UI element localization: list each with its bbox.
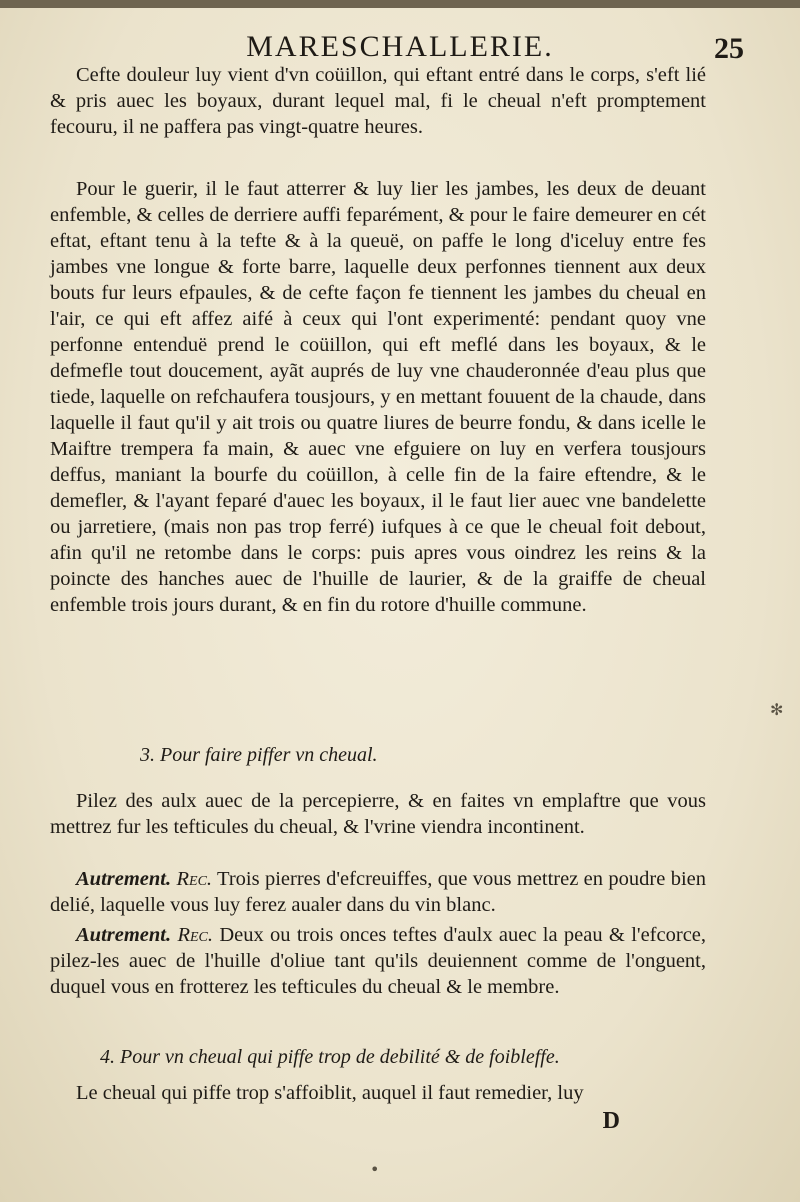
paragraph-text: Le cheual qui piffe trop s'affoiblit, auquel il faut remedier, luy [76,1082,584,1104]
ink-spot-icon: • [370,1160,380,1179]
paragraph-recipe-2 [50,866,706,918]
paragraph-text: Deux ou trois onces teftes d'aulx auec la peau & l'efcorce, pilez-les auec de l'huille d'oliue tant qu'ils deuiennent comme de l'onguent, duquel vous en frotterez les tefticules du cheual & le membre. [50,924,707,998]
paragraph-recipe-3 [50,922,706,1000]
paragraph-text: Cefte douleur luy vient d'vn coüillon, qui eftant entré dans le corps, s'eft lié & pris auec les boyaux, durant lequel mal, fi le cheual n'eft promptement fecouru, il ne paffera pas vingt-quatre heures. [50,64,706,138]
paragraph-text: Pilez des aulx auec de la percepierre, & en faites vn emplaftre que vous mettrez fur les tefticules du cheual, & l'vrine viendra incontinent. [50,790,706,838]
lead-word: Autrement. [76,868,172,890]
page-top-edge [0,0,800,8]
paragraph-text: Trois pierres d'efcreuiffes, que vous mettrez en poudre bien delié, laquelle vous luy ferez aualer dans du vin blanc. [50,868,706,916]
lead-word: Autrement. [76,924,172,946]
ornament-icon: ✻ [770,700,784,719]
rec-abbrev: Rec. [177,924,213,946]
section-heading-3: 3. Pour faire piffer vn cheual. [140,744,378,766]
signature-mark: D [602,1108,620,1134]
rec-abbrev: Rec. [176,868,213,890]
page-number: 25 [714,32,744,65]
section-heading-4: 4. Pour vn cheual qui piffe trop de debilité & de foibleffe. [100,1046,560,1068]
paragraph-cure [50,176,706,618]
paragraph-text: Pour le guerir, il le faut atterrer & luy lier les jambes, les deux de deuant enfemble, & celles de derriere auffi feparément, & pour le faire demeurer en cét eftat, eftant tenu à la tefte & à la queuë, on paffe le long d'iceluy entre fes jambes vne longue & forte barre, laquelle deux perfonnes tiennent aux deux bouts fur leurs efpaules, & de cefte façon fe tiennent les jambes du cheual en l'air, ce qui eft affez aifé à ceux qui l'ont experimenté: pendant quoy vne perfonne entenduë prend le coüillon, qui eft meflé dans les boyaux, & le defmefle tout doucement, ayãt auprés de luy vne chauderonnée d'eau plus que tiede, laquelle on refchaufera tousjours, y en mettant fouuent de la chaude, dans laquelle il faut qu'il y ait trois ou quatre liures de beurre fondu, & dans icelle le Maiftre trempera fa main, & auec vne efguiere on luy en verfera tousjours deffus, maniant la bourfe du coüillon, à celle fin de la faire eftendre, & le demefler, & l'ayant feparé d'auec les boyaux, il le faut lier auec vne bandelette ou jarretiere, (mais non pas trop ferré) iufques à ce que le cheual foit debout, afin qu'il ne retombe dans le corps: puis apres vous oindrez les reins & la poincte des hanches auec de l'huille de laurier, & de la graiffe de cheual enfemble trois jours durant, & en fin du rotore d'huille commune. [50,178,706,616]
paragraph-cause [50,62,706,140]
paragraph-recipe-1 [50,788,706,840]
paragraph-continued [50,1080,706,1106]
running-head: MARESCHALLERIE. [246,30,554,63]
